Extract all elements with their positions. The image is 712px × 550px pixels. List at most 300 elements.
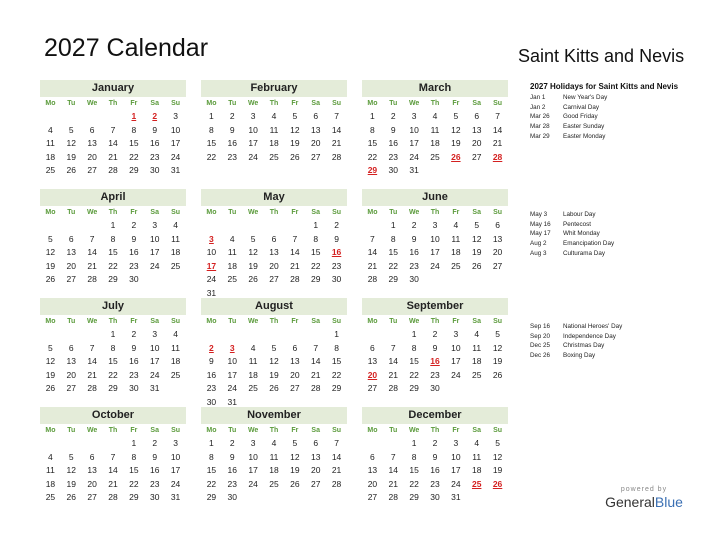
weekday-label: Tu: [228, 427, 237, 434]
calendar-day: 13: [471, 124, 482, 135]
calendar-day: 2: [131, 329, 137, 339]
calendar-day: 15: [388, 247, 398, 257]
calendar-day: 27: [269, 274, 279, 284]
holiday-row: [530, 341, 700, 351]
calendar-day: 6: [495, 220, 500, 230]
weekday-label: Sa: [311, 318, 320, 325]
weekday-label: We: [408, 318, 420, 325]
calendar-day: 27: [367, 383, 378, 393]
weekday-label: Mo: [206, 100, 217, 107]
days-grid: [362, 110, 508, 200]
holiday-name: Pentecost: [563, 220, 592, 228]
calendar-day: 2: [229, 438, 235, 448]
calendar-day: 3: [432, 220, 438, 230]
calendar-day: 2: [432, 438, 438, 448]
holiday-row: [530, 229, 700, 239]
calendar-day: 17: [248, 138, 258, 148]
calendar-day: 26: [45, 383, 56, 393]
months-grid: [40, 80, 520, 510]
holiday-date: Mar 28: [530, 123, 550, 131]
weekday-label: Su: [332, 427, 342, 434]
month-title: October: [40, 407, 186, 424]
calendar-day: 11: [269, 124, 279, 135]
calendar-day: 17: [149, 247, 160, 257]
brand-logo: [586, 486, 702, 510]
weekday-label: Su: [332, 209, 342, 216]
month-title: January: [40, 80, 186, 97]
weekday-header: [40, 206, 186, 219]
calendar-day: 20: [269, 260, 279, 271]
calendar-day: 29: [331, 383, 342, 393]
calendar-day: 30: [149, 165, 160, 175]
calendar-day: 4: [173, 329, 178, 339]
page-title: 2027 Calendar: [44, 34, 209, 62]
calendar-day: 27: [66, 383, 76, 393]
calendar-day: 11: [269, 451, 279, 462]
weekday-label: Tu: [67, 209, 76, 216]
calendar-day: 31: [206, 287, 217, 298]
calendar-day: 7: [89, 342, 95, 353]
calendar-day: 12: [290, 124, 300, 135]
weekday-header: [362, 424, 508, 437]
calendar-day: 9: [390, 124, 396, 135]
holiday-day: 20: [367, 369, 378, 380]
calendar-day: 21: [492, 138, 503, 148]
calendar-day: 21: [108, 151, 118, 162]
calendar-day: 18: [430, 138, 440, 148]
weekday-label: Th: [269, 209, 279, 216]
calendar-day: 5: [271, 342, 277, 353]
calendar-day: 2: [152, 438, 158, 448]
calendar-day: 2: [131, 220, 137, 230]
calendar-day: 14: [388, 356, 398, 366]
calendar-day: 6: [370, 451, 375, 462]
month-november: [201, 407, 347, 527]
weekday-label: Sa: [472, 427, 481, 434]
month-title: April: [40, 189, 186, 206]
calendar-day: 24: [170, 151, 181, 162]
calendar-day: 21: [87, 260, 97, 271]
calendar-day: 7: [292, 233, 298, 244]
calendar-day: 24: [227, 383, 237, 393]
calendar-day: 6: [68, 233, 74, 244]
calendar-day: 24: [430, 260, 440, 271]
calendar-day: 5: [453, 111, 459, 121]
calendar-day: 29: [310, 274, 321, 284]
calendar-day: 30: [206, 396, 217, 407]
calendar-day: 17: [248, 465, 258, 475]
days-grid: [201, 328, 347, 418]
calendar-day: 30: [430, 383, 440, 393]
calendar-day: 23: [227, 151, 237, 162]
calendar-day: 4: [453, 220, 459, 230]
calendar-day: 4: [229, 233, 235, 244]
calendar-day: 21: [331, 465, 342, 475]
calendar-day: 1: [209, 438, 214, 448]
weekday-label: Mo: [206, 209, 217, 216]
calendar-day: 6: [313, 111, 319, 121]
calendar-day: 28: [310, 383, 321, 393]
calendar-day: 3: [453, 329, 459, 339]
calendar-day: 26: [45, 274, 56, 284]
holiday-day: 16: [331, 247, 342, 257]
weekday-label: Th: [108, 100, 118, 107]
weekday-label: Sa: [311, 100, 320, 107]
weekday-label: We: [408, 100, 420, 107]
calendar-day: 17: [149, 356, 160, 366]
calendar-day: 27: [310, 478, 321, 489]
weekday-header: [362, 315, 508, 328]
calendar-day: 3: [173, 438, 178, 448]
holiday-date: May 17: [530, 230, 551, 238]
calendar-day: 27: [310, 151, 321, 162]
calendar-day: 28: [388, 383, 398, 393]
calendar-day: 10: [149, 342, 160, 353]
calendar-day: 25: [430, 151, 440, 162]
calendar-day: 8: [131, 124, 137, 135]
calendar-day: 6: [271, 233, 277, 244]
calendar-day: 31: [451, 492, 461, 502]
calendar-day: 25: [471, 369, 482, 380]
calendar-day: 16: [206, 369, 217, 380]
calendar-day: 15: [129, 138, 139, 148]
weekday-label: Th: [269, 427, 279, 434]
calendar-day: 1: [411, 329, 417, 339]
calendar-day: 30: [129, 383, 139, 393]
weekday-label: Tu: [228, 209, 237, 216]
calendar-day: 18: [45, 478, 56, 489]
calendar-day: 26: [290, 478, 300, 489]
holiday-day: 17: [206, 260, 217, 271]
calendar-day: 22: [129, 151, 139, 162]
weekday-label: Su: [171, 427, 181, 434]
calendar-day: 16: [129, 247, 139, 257]
weekday-label: Su: [493, 318, 503, 325]
calendar-day: 19: [290, 138, 300, 148]
calendar-day: 24: [170, 478, 181, 489]
weekday-label: Sa: [150, 209, 159, 216]
calendar-day: 26: [492, 369, 503, 380]
calendar-day: 9: [131, 342, 137, 353]
calendar-day: 5: [48, 233, 53, 244]
calendar-day: 18: [269, 138, 279, 148]
holiday-row: [530, 210, 700, 220]
calendar-day: 1: [313, 220, 319, 230]
holiday-name: Independence Day: [563, 332, 616, 340]
weekday-label: We: [86, 427, 98, 434]
calendar-day: 6: [313, 438, 319, 448]
calendar-day: 21: [310, 369, 321, 380]
holiday-group: [530, 322, 700, 361]
calendar-day: 21: [331, 138, 342, 148]
holiday-row: [530, 322, 700, 332]
month-title: July: [40, 298, 186, 315]
holiday-date: Mar 29: [530, 132, 550, 140]
days-grid: [201, 110, 347, 200]
calendar-day: 26: [269, 383, 279, 393]
calendar-day: 5: [250, 233, 256, 244]
calendar-day: 27: [492, 260, 503, 271]
holiday-date: Sep 16: [530, 323, 550, 330]
weekday-label: Tu: [389, 318, 398, 325]
holiday-day: 1: [131, 111, 137, 121]
calendar-day: 9: [152, 124, 158, 135]
month-title: February: [201, 80, 347, 97]
days-grid: [362, 437, 508, 527]
calendar-day: 13: [492, 233, 503, 244]
weekday-label: Th: [269, 100, 279, 107]
weekday-label: Th: [108, 427, 118, 434]
calendar-day: 23: [430, 369, 440, 380]
calendar-day: 19: [66, 478, 76, 489]
calendar-day: 10: [430, 233, 440, 244]
calendar-day: 2: [432, 329, 438, 339]
calendar-day: 11: [451, 233, 461, 244]
calendar-day: 16: [227, 465, 237, 475]
calendar-day: 23: [409, 260, 419, 271]
calendar-day: 11: [171, 233, 180, 244]
calendar-day: 3: [152, 329, 158, 339]
calendar-day: 20: [310, 138, 321, 148]
holiday-group: [530, 210, 700, 258]
calendar-day: 24: [248, 151, 258, 162]
holiday-day: 2: [209, 342, 214, 353]
calendar-day: 5: [474, 220, 480, 230]
weekday-label: Sa: [150, 318, 159, 325]
calendar-day: 19: [290, 465, 300, 475]
weekday-label: Su: [332, 318, 342, 325]
month-title: June: [362, 189, 508, 206]
calendar-day: 24: [248, 478, 258, 489]
holiday-day: 25: [471, 478, 482, 489]
calendar-day: 13: [367, 356, 378, 366]
calendar-day: 22: [310, 260, 321, 271]
calendar-day: 29: [129, 165, 139, 175]
weekday-label: Mo: [206, 318, 217, 325]
calendar-day: 15: [129, 465, 139, 475]
calendar-day: 14: [108, 465, 118, 475]
weekday-label: Tu: [228, 318, 237, 325]
calendar-day: 10: [170, 451, 181, 462]
calendar-day: 9: [209, 356, 214, 366]
brand-blue: Blue: [654, 494, 683, 510]
calendar-day: 16: [388, 138, 398, 148]
calendar-day: 28: [331, 478, 342, 489]
weekday-label: Sa: [311, 427, 320, 434]
weekday-label: Sa: [472, 100, 481, 107]
calendar-day: 14: [492, 124, 503, 135]
calendar-day: 12: [66, 465, 76, 475]
weekday-label: Su: [171, 100, 181, 107]
calendar-day: 17: [451, 465, 461, 475]
month-august: [201, 298, 347, 418]
calendar-day: 28: [290, 274, 300, 284]
calendar-day: 19: [451, 138, 461, 148]
calendar-day: 6: [370, 342, 375, 353]
calendar-day: 18: [248, 369, 258, 380]
calendar-day: 12: [471, 233, 482, 244]
calendar-day: 4: [474, 438, 480, 448]
calendar-day: 16: [129, 356, 139, 366]
powered-by-label: powered by: [620, 486, 668, 493]
days-grid: [40, 219, 186, 309]
holiday-day: 29: [367, 165, 378, 175]
calendar-day: 24: [409, 151, 419, 162]
calendar-day: 9: [411, 233, 417, 244]
brand-name: [586, 494, 702, 510]
calendar-day: 31: [149, 383, 160, 393]
weekday-label: Mo: [367, 100, 378, 107]
weekday-label: Fr: [291, 209, 299, 216]
calendar-day: 2: [334, 220, 339, 230]
calendar-day: 15: [367, 138, 378, 148]
calendar-day: 22: [388, 260, 398, 271]
calendar-day: 4: [48, 451, 53, 462]
calendar-day: 23: [331, 260, 342, 271]
holiday-date: May 3: [530, 211, 548, 218]
weekday-label: Sa: [150, 427, 159, 434]
calendar-day: 27: [471, 151, 482, 162]
calendar-day: 14: [388, 465, 398, 475]
calendar-day: 22: [206, 478, 217, 489]
calendar-day: 18: [170, 356, 181, 366]
holiday-date: Dec 26: [530, 352, 550, 360]
calendar-day: 5: [495, 329, 500, 339]
calendar-day: 7: [110, 451, 116, 462]
calendar-day: 2: [390, 111, 396, 121]
calendar-day: 21: [388, 369, 398, 380]
month-april: [40, 189, 186, 309]
calendar-day: 11: [430, 124, 440, 135]
weekday-header: [362, 206, 508, 219]
calendar-day: 25: [269, 478, 279, 489]
calendar-day: 23: [149, 151, 160, 162]
calendar-day: 8: [110, 233, 116, 244]
weekday-label: Mo: [206, 427, 217, 434]
calendar-day: 10: [451, 342, 461, 353]
calendar-day: 17: [170, 465, 181, 475]
calendar-day: 12: [66, 138, 76, 148]
weekday-label: Su: [171, 318, 181, 325]
weekday-label: We: [247, 100, 259, 107]
calendar-day: 29: [206, 492, 217, 502]
holiday-row: [530, 351, 700, 361]
holiday-date: Mar 26: [530, 113, 550, 121]
calendar-day: 7: [313, 342, 319, 353]
calendar-day: 20: [367, 478, 378, 489]
calendar-day: 9: [229, 451, 235, 462]
calendar-day: 30: [331, 274, 342, 284]
holiday-date: May 16: [530, 220, 551, 228]
weekday-label: Th: [108, 318, 118, 325]
month-december: [362, 407, 508, 527]
calendar-day: 8: [209, 124, 214, 135]
calendar-day: 4: [271, 438, 277, 448]
holiday-name: Carnival Day: [563, 103, 600, 111]
weekday-label: We: [86, 100, 98, 107]
days-grid: [362, 219, 508, 309]
calendar-day: 4: [48, 124, 53, 135]
weekday-label: Fr: [452, 318, 460, 325]
holiday-date: Jan 1: [530, 94, 546, 101]
holiday-row: [530, 220, 700, 230]
calendar-day: 22: [108, 369, 118, 380]
calendar-day: 7: [334, 111, 339, 121]
holiday-day: 3: [229, 342, 235, 353]
calendar-day: 14: [108, 138, 118, 148]
holiday-name: Whit Monday: [563, 230, 600, 238]
month-title: March: [362, 80, 508, 97]
calendar-day: 29: [108, 274, 118, 284]
holiday-date: Aug 2: [530, 240, 547, 248]
calendar-day: 2: [411, 220, 417, 230]
calendar-day: 30: [388, 165, 398, 175]
calendar-day: 25: [45, 492, 56, 502]
calendar-day: 15: [409, 356, 419, 366]
calendar-day: 13: [290, 356, 300, 366]
calendar-day: 6: [89, 124, 95, 135]
calendar-day: 11: [248, 356, 258, 366]
calendar-day: 25: [45, 165, 56, 175]
weekday-header: [40, 424, 186, 437]
holiday-day: 26: [451, 151, 461, 162]
calendar-day: 26: [290, 151, 300, 162]
calendar-day: 26: [66, 165, 76, 175]
calendar-day: 31: [409, 165, 419, 175]
calendar-day: 13: [87, 138, 97, 148]
calendar-day: 18: [170, 247, 181, 257]
calendar-day: 13: [310, 451, 321, 462]
calendar-day: 16: [149, 138, 160, 148]
month-may: [201, 189, 347, 309]
calendar-day: 22: [206, 151, 217, 162]
weekday-label: Tu: [389, 209, 398, 216]
calendar-day: 20: [66, 260, 76, 271]
calendar-day: 12: [451, 124, 461, 135]
weekday-header: [40, 97, 186, 110]
calendar-day: 9: [334, 233, 339, 244]
calendar-day: 23: [149, 478, 160, 489]
weekday-label: Su: [171, 209, 181, 216]
holiday-day: 26: [492, 478, 503, 489]
calendar-day: 7: [370, 233, 375, 244]
calendar-day: 23: [129, 260, 139, 271]
holiday-name: Easter Sunday: [563, 123, 605, 131]
calendar-day: 6: [292, 342, 298, 353]
weekday-label: Mo: [367, 427, 378, 434]
holiday-row: [530, 122, 700, 132]
calendar-day: 25: [170, 260, 181, 271]
calendar-day: 28: [87, 274, 97, 284]
calendar-day: 21: [290, 260, 300, 271]
brand-general: General: [605, 494, 655, 510]
calendar-day: 20: [87, 478, 97, 489]
calendar-day: 29: [388, 274, 398, 284]
calendar-day: 10: [149, 233, 160, 244]
calendar-day: 10: [206, 247, 217, 257]
calendar-day: 15: [206, 465, 217, 475]
calendar-day: 5: [292, 438, 298, 448]
calendar-day: 19: [492, 465, 503, 475]
calendar-day: 12: [248, 247, 258, 257]
calendar-day: 25: [227, 274, 237, 284]
calendar-day: 9: [432, 451, 438, 462]
calendar-day: 29: [108, 383, 118, 393]
weekday-header: [201, 315, 347, 328]
calendar-day: 28: [108, 492, 118, 502]
holiday-row: [530, 239, 700, 249]
days-grid: [40, 437, 186, 527]
